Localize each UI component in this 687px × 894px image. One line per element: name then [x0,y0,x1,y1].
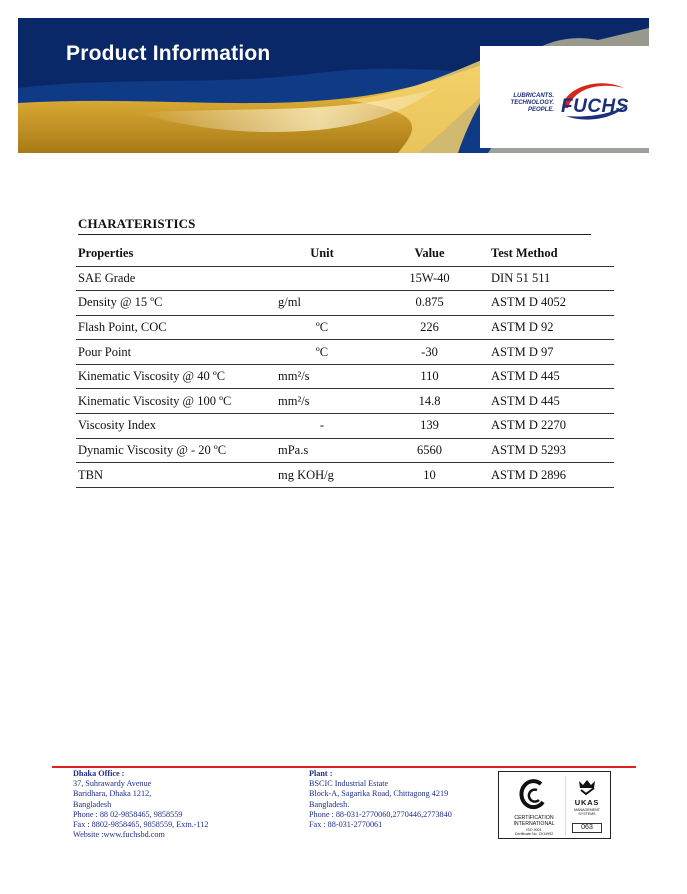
cell-test-method: ASTM D 445 [487,389,614,414]
page-title: Product Information [66,42,271,65]
cell-property: Flash Point, COC [76,315,272,340]
cell-property: Dynamic Viscosity @ - 20 ºC [76,438,272,463]
ukas-number: 063 [572,823,602,833]
table-row [76,389,614,414]
ci-ring-icon [519,778,547,812]
dhaka-office-heading: Dhaka Office : [73,769,125,778]
website-line: Website :www.fuchsbd.com [73,830,165,840]
table-row [76,266,614,291]
cell-value: 0.875 [372,291,487,316]
section-divider [78,234,591,235]
cell-value: 14.8 [372,389,487,414]
table-header-row [76,241,614,266]
table-row [76,291,614,316]
cell-property: Kinematic Viscosity @ 100 ºC [76,389,272,414]
table-row [76,315,614,340]
table-row [76,364,614,389]
column-header-properties: Properties [76,241,272,266]
table-row [76,438,614,463]
cell-test-method: ASTM D 445 [487,364,614,389]
address-line: 37, Suhrawardy Avenue [73,779,152,789]
cell-property: Pour Point [76,340,272,365]
cell-property: SAE Grade [76,266,272,291]
table-row [76,414,614,439]
cell-value: 226 [372,315,487,340]
section-title: CHARATERISTICS [78,216,196,231]
column-header-unit: Unit [272,241,372,266]
logo-tagline: LUBRICANTS. TECHNOLOGY. PEOPLE. [510,93,554,113]
cell-test-method: ASTM D 92 [487,315,614,340]
fax-line: Fax : 8802-9858465, 9858559, Extn.-112 [73,820,209,830]
cell-test-method: ASTM D 5293 [487,438,614,463]
column-header-value: Value [372,241,487,266]
logo-wordmark: FUCHS [561,96,629,117]
column-header-test-method: Test Method [487,241,614,266]
cell-property: Viscosity Index [76,414,272,439]
cell-test-method: DIN 51 511 [487,266,614,291]
plant-address [309,769,499,830]
cell-value: 139 [372,414,487,439]
footer-divider [52,766,636,768]
cell-property: Kinematic Viscosity @ 40 ºC [76,364,272,389]
certification-international-mark: CERTIFICATION INTERNATIONAL ISO 9001 Certificate No. CI/14992 [505,776,563,836]
address-line: Block-A, Sagarika Road, Chittagong 4219 [309,789,449,799]
phone-line: Phone : 88-031-2770060,2770446,2773840 [309,809,452,819]
fuchs-logo [480,46,649,148]
cell-value: 10 [372,463,487,488]
fax-line: Fax : 88-031-2770061 [309,820,383,830]
ukas-mark: UKAS MANAGEMENT SYSTEMS 063 [565,776,607,836]
cell-value: 15W-40 [372,266,487,291]
cell-property: TBN [76,463,272,488]
characteristics-table [76,241,614,488]
cell-test-method: ASTM D 4052 [487,291,614,316]
cell-unit: mg KOH/g [272,463,372,488]
certification-badge [498,771,611,839]
ukas-wordmark: UKAS [574,798,600,807]
cell-test-method: ASTM D 2270 [487,414,614,439]
crown-tick-icon [576,778,598,796]
cell-unit: mm²/s [272,389,372,414]
cell-value: 110 [372,364,487,389]
cell-unit: mm²/s [272,364,372,389]
address-line: Bangladesh [73,799,112,809]
cell-test-method: ASTM D 97 [487,340,614,365]
cell-unit: mPa.s [272,438,372,463]
cell-value: -30 [372,340,487,365]
address-line: Bangladesh. [309,799,350,809]
cell-property: Density @ 15 ºC [76,291,272,316]
dhaka-office-address [73,769,283,840]
address-line: Baridhara, Dhaka 1212, [73,789,152,799]
header-banner [18,18,649,153]
cell-test-method: ASTM D 2896 [487,463,614,488]
cell-unit: g/ml [272,291,372,316]
cell-value: 6560 [372,438,487,463]
cell-unit: - [272,414,372,439]
cell-unit: ºC [272,315,372,340]
plant-heading: Plant : [309,769,333,778]
cell-unit [272,266,372,291]
table-row [76,340,614,365]
phone-line: Phone : 88 02-9858465, 9858559 [73,809,183,819]
address-line: BSCIC Industrial Estate [309,779,389,789]
cell-unit: ºC [272,340,372,365]
table-row [76,463,614,488]
